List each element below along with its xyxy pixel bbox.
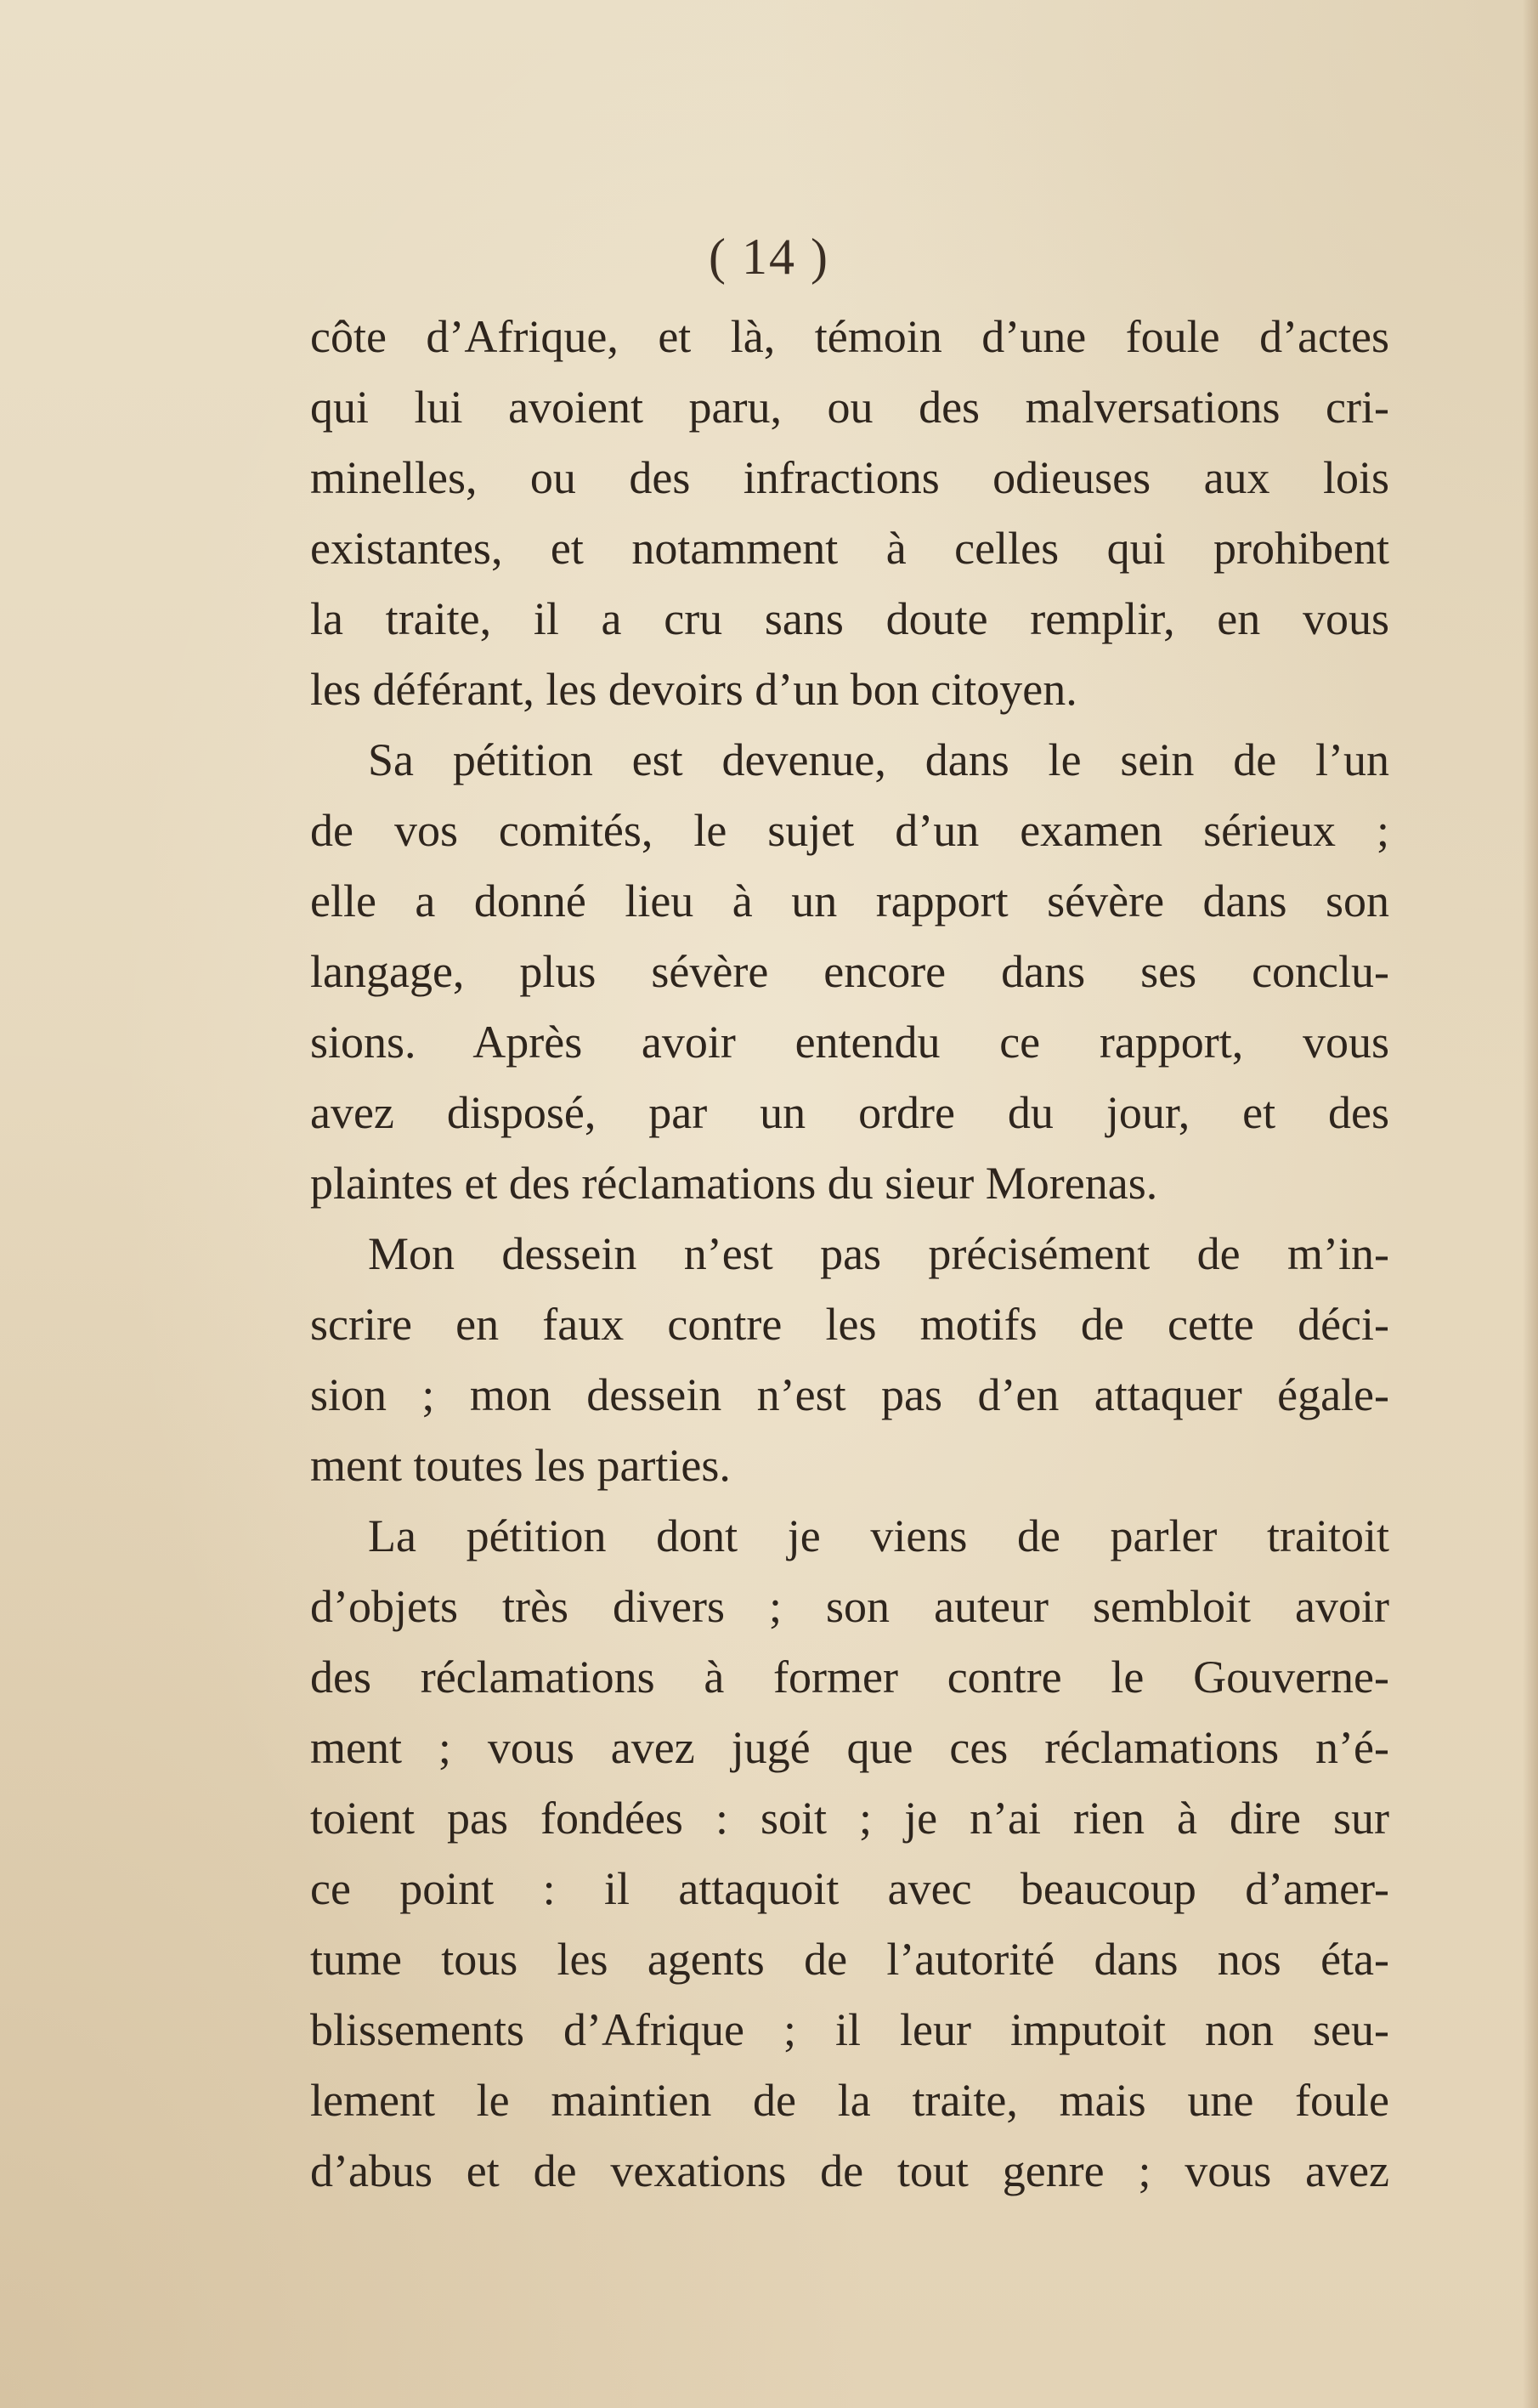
text-line: avez disposé, par un ordre du jour, et des: [310, 1087, 1389, 1138]
text-line: sions. Après avoir entendu ce rapport, vous: [310, 1017, 1389, 1068]
text-line: Mon dessein n’est pas précisément de m’in-: [368, 1228, 1389, 1279]
text-line: des réclamations à former contre le Gouverne-: [310, 1652, 1389, 1703]
text-line: ment toutes les parties.: [310, 1440, 731, 1491]
text-line: blissements d’Afrique ; il leur imputoit non seu-: [310, 2004, 1389, 2055]
text-line: Sa pétition est devenue, dans le sein de l’un: [368, 734, 1389, 785]
body-text: [310, 302, 1389, 2207]
text-line: qui lui avoient paru, ou des malversations cri-: [310, 382, 1389, 433]
text-line: tume tous les agents de l’autorité dans nos éta-: [310, 1934, 1389, 1985]
text-line: lement le maintien de la traite, mais une foule: [310, 2075, 1389, 2126]
text-line: côte d’Afrique, et là, témoin d’une foule d’actes: [310, 311, 1389, 362]
text-line: minelles, ou des infractions odieuses aux lois: [310, 452, 1389, 503]
text-line: les déférant, les devoirs d’un bon citoyen.: [310, 664, 1077, 715]
text-line: elle a donné lieu à un rapport sévère dans son: [310, 875, 1389, 926]
text-line: ment ; vous avez jugé que ces réclamations n’é-: [310, 1722, 1389, 1773]
text-line: sion ; mon dessein n’est pas d’en attaquer égale-: [310, 1369, 1389, 1420]
page-edge-shadow: [1523, 0, 1538, 2408]
text-line: existantes, et notamment à celles qui prohibent: [310, 523, 1389, 574]
text-line: scrire en faux contre les motifs de cette déci-: [310, 1299, 1389, 1350]
text-line: plaintes et des réclamations du sieur Morenas.: [310, 1158, 1158, 1209]
text-line: d’objets très divers ; son auteur sembloit avoir: [310, 1581, 1389, 1632]
text-line: de vos comités, le sujet d’un examen sérieux ;: [310, 805, 1389, 856]
text-line: d’abus et de vexations de tout genre ; vous avez: [310, 2145, 1389, 2196]
text-line: toient pas fondées : soit ; je n’ai rien à dire sur: [310, 1793, 1389, 1844]
text-line: ce point : il attaquoit avec beaucoup d’amer-: [310, 1863, 1389, 1914]
text-line: la traite, il a cru sans doute remplir, en vous: [310, 593, 1389, 644]
text-line: langage, plus sévère encore dans ses conclu-: [310, 946, 1389, 997]
text-line: La pétition dont je viens de parler traitoit: [368, 1510, 1389, 1561]
page-number: ( 14 ): [709, 229, 829, 285]
